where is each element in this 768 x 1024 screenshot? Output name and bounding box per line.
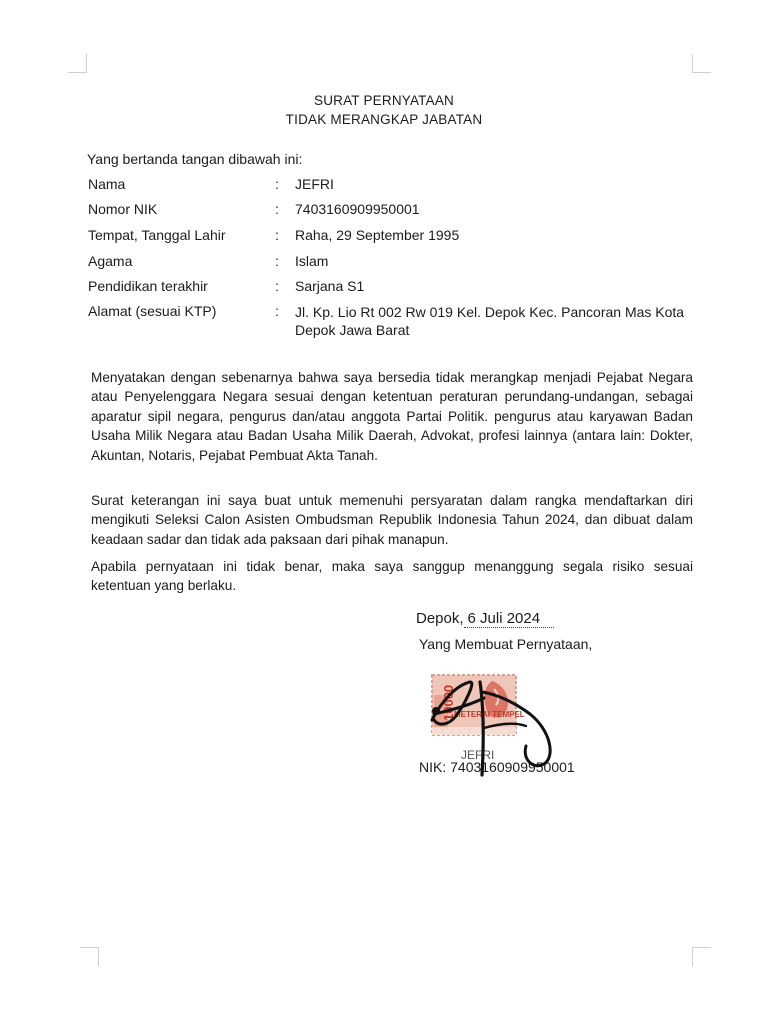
identity-table — [88, 171, 698, 339]
field-row-name — [88, 171, 698, 197]
field-separator: : — [275, 278, 279, 295]
field-label: Tempat, Tanggal Lahir — [88, 226, 226, 243]
field-label: Pendidikan terakhir — [88, 278, 208, 295]
field-value: Raha, 29 September 1995 — [295, 226, 460, 243]
crop-mark-top-right — [692, 54, 711, 73]
stamp-label: METERAI TEMPEL — [454, 710, 525, 719]
date-text: 6 Juli 2024 — [464, 610, 555, 628]
field-row-address — [88, 299, 698, 339]
field-value: Jl. Kp. Lio Rt 002 Rw 019 Kel. Depok Kec. Pancoran Mas Kota Depok Jawa Barat — [295, 303, 685, 338]
field-label: Nama — [88, 175, 126, 192]
crop-mark-bottom-right — [692, 947, 711, 966]
field-value: Sarjana S1 — [295, 278, 365, 295]
field-separator: : — [275, 175, 279, 192]
field-value: 7403160909950001 — [295, 201, 420, 218]
liability-paragraph: Apabila pernyataan ini tidak benar, maka saya sanggup menanggung segala risiko sesuai ketentuan yang berlaku. — [91, 559, 693, 594]
field-value: JEFRI — [295, 175, 334, 192]
document-title: SURAT PERNYATAAN — [314, 93, 454, 108]
field-row-education — [88, 273, 698, 299]
stamp-value: 10000 — [441, 684, 456, 721]
field-label: Nomor NIK — [88, 201, 158, 218]
field-label: Agama — [88, 252, 133, 269]
field-separator: : — [275, 302, 279, 319]
place-date — [416, 610, 554, 627]
document-subtitle: TIDAK MERANGKAP JABATAN — [285, 112, 483, 127]
field-value: Islam — [295, 252, 329, 269]
purpose-paragraph: Surat keterangan ini saya buat untuk memenuhi persyaratan dalam rangka mendaftarkan diri mengikuti Seleksi Calon Asisten Ombudsman Republik Indonesia Tahun 2024, dan dibuat dalam keadaan sadar dan tidak ada paksaan dari pihak manapun. — [91, 493, 693, 547]
maker-label: Yang Membuat Pernyataan, — [419, 636, 593, 652]
field-row-religion — [88, 248, 698, 274]
field-label: Alamat (sesuai KTP) — [88, 302, 217, 319]
intro-text: Yang bertanda tangan dibawah ini: — [87, 151, 303, 167]
statement-paragraph: Menyatakan dengan sebenarnya bahwa saya bersedia tidak merangkap menjadi Pejabat Negara atau Penyelenggara Negara sesuai dengan ketentuan peraturan perundang-undangan, sebagai aparatur sipil negara, pengurus dan/atau anggota Partai Politik. pengurus atau karyawan Badan Usaha Milik Negara atau Badan Usaha Milik Daerah, Advokat, profesi lainnya (antara lain: Dokter, Akuntan, Notaris, Pejabat Pembuat Akta Tanah. — [91, 370, 693, 463]
field-row-nik — [88, 197, 698, 223]
signer-name: JEFRI — [461, 748, 495, 762]
field-separator: : — [275, 201, 279, 218]
handwritten-signature — [422, 670, 562, 785]
field-separator: : — [275, 226, 279, 243]
place-text: Depok, — [416, 610, 464, 627]
field-separator: : — [275, 252, 279, 269]
signer-nik: NIK: 7403160909950001 — [419, 759, 575, 775]
field-row-birth — [88, 222, 698, 248]
crop-mark-bottom-left — [80, 947, 99, 966]
crop-mark-top-left — [68, 54, 87, 73]
